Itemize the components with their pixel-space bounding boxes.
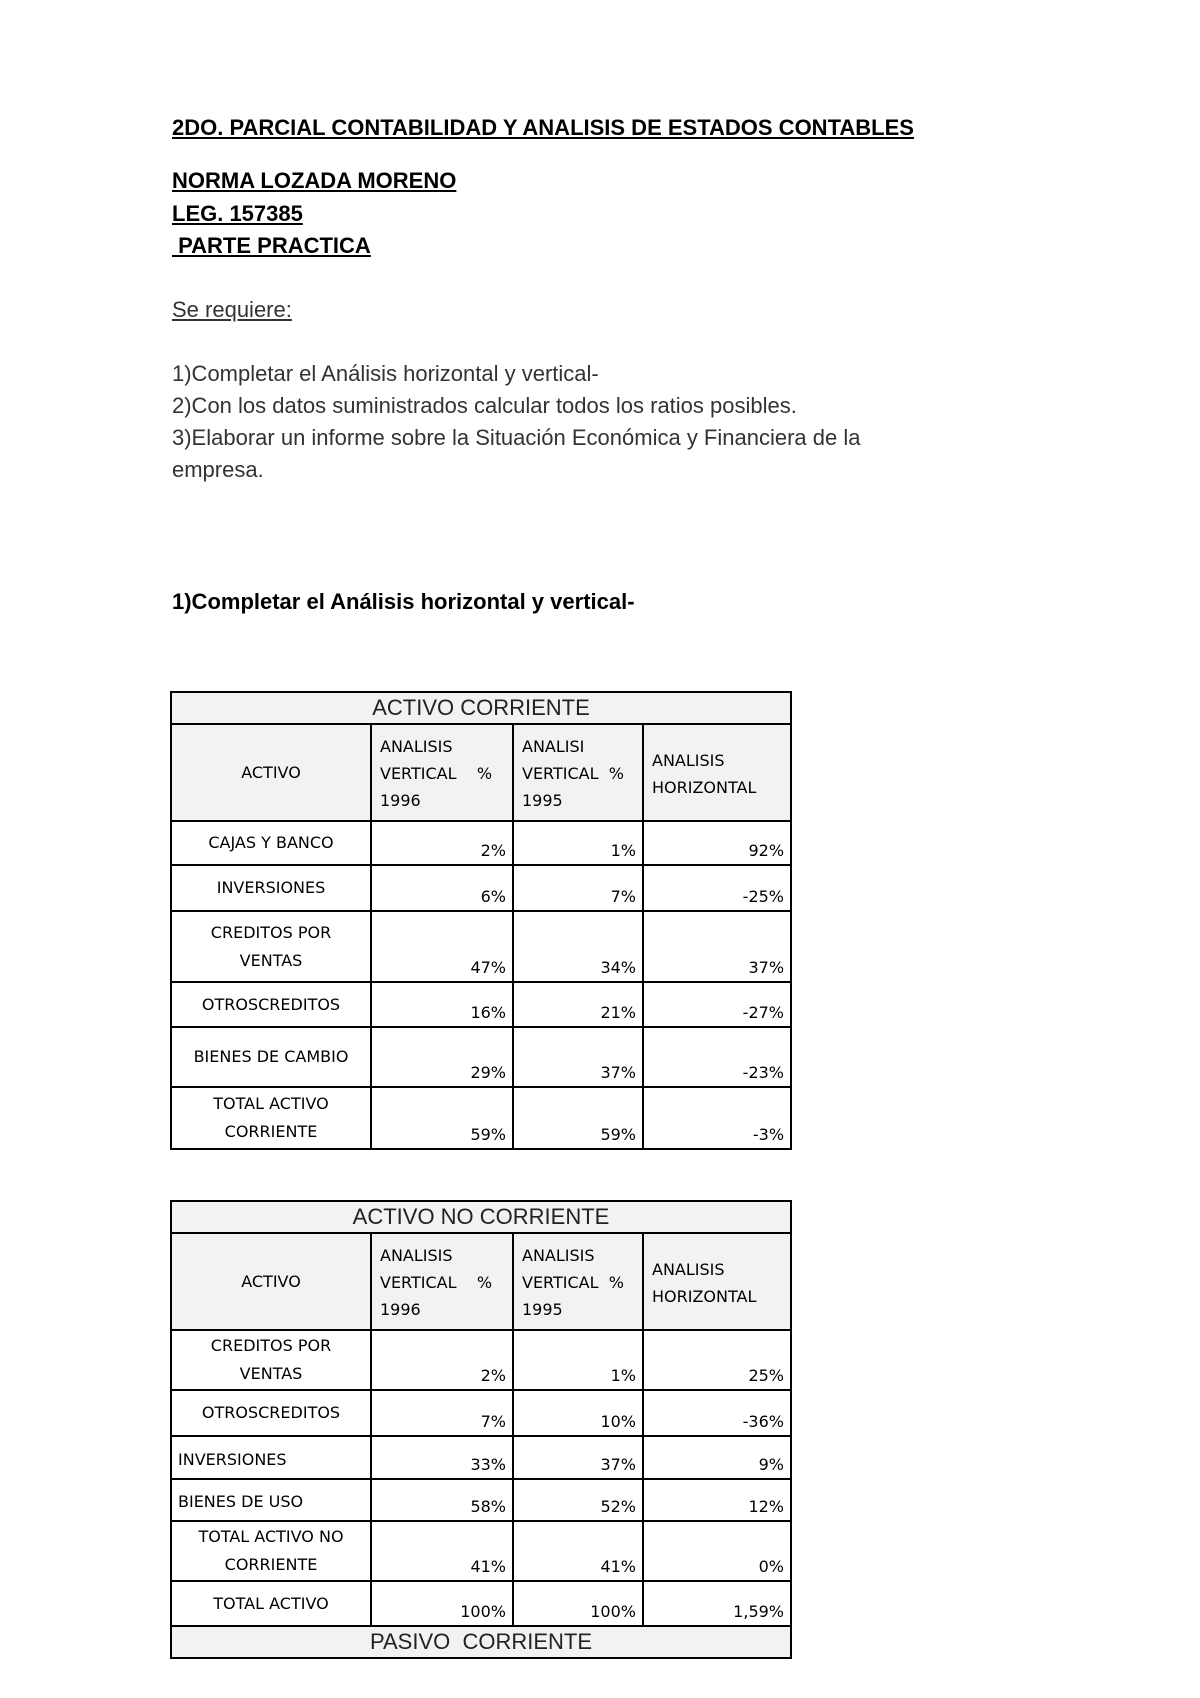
value-horizontal: 0%: [643, 1521, 791, 1581]
table-row: [171, 982, 791, 1027]
value-1995: 52%: [513, 1479, 643, 1521]
header-vertical-1996: ANALISIS VERTICAL % 1996: [371, 1233, 513, 1330]
value-horizontal: 9%: [643, 1436, 791, 1479]
value-1996: 33%: [371, 1436, 513, 1479]
table-row: [171, 1479, 791, 1521]
row-label: TOTAL ACTIVO NO CORRIENTE: [171, 1521, 371, 1581]
value-1996: 47%: [371, 911, 513, 982]
row-label: CREDITOS POR VENTAS: [171, 1330, 371, 1390]
value-1995: 1%: [513, 1330, 643, 1390]
header-activo: ACTIVO: [171, 724, 371, 821]
table-row: [171, 1581, 791, 1626]
table-title: ACTIVO NO CORRIENTE: [171, 1201, 791, 1233]
value-1996: 2%: [371, 821, 513, 865]
value-1996: 58%: [371, 1479, 513, 1521]
value-1996: 59%: [371, 1087, 513, 1149]
row-label: CREDITOS POR VENTAS: [171, 911, 371, 982]
requirement-item: empresa.: [172, 457, 264, 482]
table-row: [171, 865, 791, 911]
header-horizontal: ANALISIS HORIZONTAL: [643, 1233, 791, 1330]
table-row: [171, 1390, 791, 1436]
value-horizontal: -3%: [643, 1087, 791, 1149]
value-1996: 16%: [371, 982, 513, 1027]
section-heading: 1)Completar el Análisis horizontal y vertical-: [172, 589, 635, 614]
student-name: NORMA LOZADA MORENO: [172, 168, 457, 193]
value-1996: 2%: [371, 1330, 513, 1390]
row-label: CAJAS Y BANCO: [171, 821, 371, 865]
value-1995: 1%: [513, 821, 643, 865]
value-horizontal: 92%: [643, 821, 791, 865]
activo-corriente-table: [170, 691, 792, 1150]
requirement-item: 2)Con los datos suministrados calcular todos los ratios posibles.: [172, 393, 797, 418]
table-row: [171, 1521, 791, 1581]
table-title: ACTIVO CORRIENTE: [171, 692, 791, 724]
value-1995: 10%: [513, 1390, 643, 1436]
value-1995: 21%: [513, 982, 643, 1027]
requirements-heading: Se requiere:: [172, 297, 292, 322]
table-row: [171, 821, 791, 865]
value-1996: 41%: [371, 1521, 513, 1581]
table-row: [171, 1087, 791, 1149]
value-horizontal: -23%: [643, 1027, 791, 1087]
row-label: INVERSIONES: [171, 865, 371, 911]
table-row: [171, 1330, 791, 1390]
value-horizontal: -25%: [643, 865, 791, 911]
value-1995: 37%: [513, 1436, 643, 1479]
row-label: OTROSCREDITOS: [171, 982, 371, 1027]
value-1996: 7%: [371, 1390, 513, 1436]
document-title: 2DO. PARCIAL CONTABILIDAD Y ANALISIS DE ESTADOS CONTABLES: [172, 115, 914, 140]
student-legajo: LEG. 157385: [172, 201, 303, 226]
value-1995: 7%: [513, 865, 643, 911]
header-activo: ACTIVO: [171, 1233, 371, 1330]
value-1995: 100%: [513, 1581, 643, 1626]
header-vertical-1996: ANALISIS VERTICAL % 1996: [371, 724, 513, 821]
table-row: [171, 911, 791, 982]
row-label: BIENES DE CAMBIO: [171, 1027, 371, 1087]
table-row: [171, 1436, 791, 1479]
table-row: [171, 1027, 791, 1087]
requirement-item: 1)Completar el Análisis horizontal y vertical-: [172, 361, 599, 386]
row-label: INVERSIONES: [171, 1436, 371, 1479]
header-horizontal: ANALISIS HORIZONTAL: [643, 724, 791, 821]
value-horizontal: -27%: [643, 982, 791, 1027]
requirement-item: 3)Elaborar un informe sobre la Situación Económica y Financiera de la: [172, 425, 861, 450]
value-1995: 37%: [513, 1027, 643, 1087]
next-section-title: PASIVO CORRIENTE: [171, 1626, 791, 1658]
header-vertical-1995: ANALISI VERTICAL % 1995: [513, 724, 643, 821]
value-1995: 41%: [513, 1521, 643, 1581]
row-label: TOTAL ACTIVO: [171, 1581, 371, 1626]
value-horizontal: 1,59%: [643, 1581, 791, 1626]
value-1996: 29%: [371, 1027, 513, 1087]
value-horizontal: 37%: [643, 911, 791, 982]
value-1996: 100%: [371, 1581, 513, 1626]
value-horizontal: 25%: [643, 1330, 791, 1390]
value-1996: 6%: [371, 865, 513, 911]
row-label: TOTAL ACTIVO CORRIENTE: [171, 1087, 371, 1149]
value-1995: 59%: [513, 1087, 643, 1149]
value-1995: 34%: [513, 911, 643, 982]
row-label: BIENES DE USO: [171, 1479, 371, 1521]
part-heading: PARTE PRACTICA: [172, 233, 371, 258]
row-label: OTROSCREDITOS: [171, 1390, 371, 1436]
value-horizontal: 12%: [643, 1479, 791, 1521]
value-horizontal: -36%: [643, 1390, 791, 1436]
activo-no-corriente-table: [170, 1200, 792, 1659]
header-vertical-1995: ANALISIS VERTICAL % 1995: [513, 1233, 643, 1330]
